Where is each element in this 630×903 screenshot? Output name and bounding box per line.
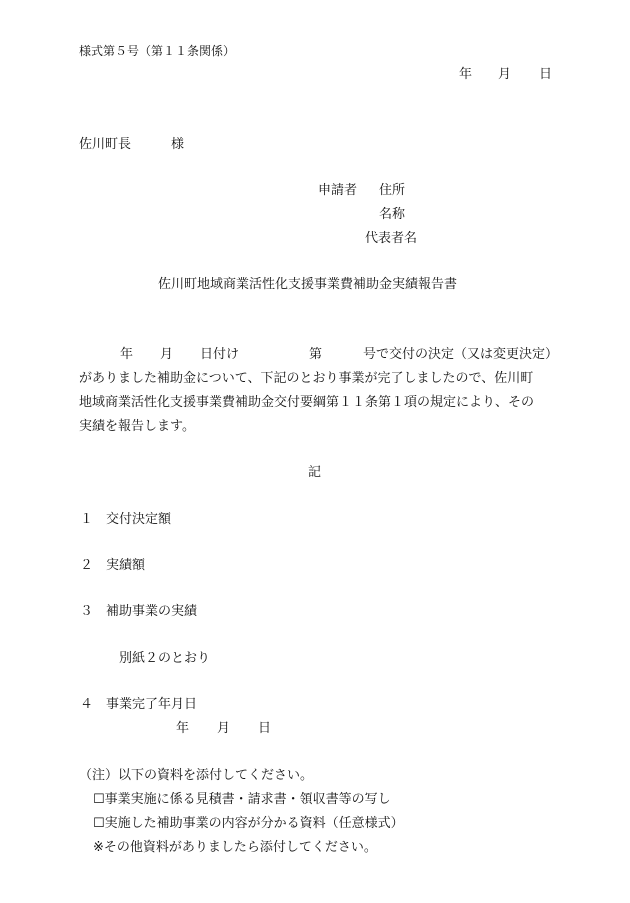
- body-line4: 実績を報告します。: [79, 419, 195, 434]
- notes-line-2: ☐実施した補助事業の内容が分かる資料（任意様式）: [93, 816, 404, 831]
- item-4-day: 日: [258, 721, 272, 736]
- body-line2: がありました補助金について、下記のとおり事業が完了しましたので、佐川町: [79, 371, 534, 386]
- applicant-name-label: 名称: [379, 207, 406, 222]
- item-4-year: 年: [176, 721, 190, 736]
- addressee-name: 佐川町長: [79, 137, 132, 152]
- item-4-label: 事業完了年月日: [106, 697, 198, 712]
- applicant-representative-label: 代表者名: [365, 231, 418, 246]
- notes-line-3: ※その他資料がありましたら添付してください。: [93, 840, 377, 855]
- addressee-honorific: 様: [171, 137, 185, 152]
- item-1-number: １: [80, 512, 94, 527]
- item-4-month: 月: [217, 721, 231, 736]
- notes-line-1: ☐事業実施に係る見積書・請求書・領収書等の写し: [93, 792, 391, 807]
- applicant-label: 申請者: [318, 183, 358, 198]
- body-line3: 地域商業活性化支援事業費補助金交付要綱第１１条第１項の規定により、その: [79, 395, 535, 410]
- item-3-detail: 別紙２のとおり: [119, 651, 211, 666]
- item-4-number: ４: [80, 697, 94, 712]
- date-month: 月: [498, 67, 512, 82]
- item-2-number: ２: [80, 558, 94, 573]
- body-month: 月: [160, 347, 174, 362]
- body-number-prefix: 第: [309, 347, 323, 362]
- notes-header: （注）以下の資料を添付してください。: [79, 768, 314, 783]
- item-3-label: 補助事業の実績: [106, 604, 198, 619]
- item-2-label: 実績額: [106, 558, 146, 573]
- body-year: 年: [120, 347, 134, 362]
- date-day: 日: [539, 67, 553, 82]
- body-line1-rest: 号で交付の決定（又は変更決定）: [363, 347, 559, 362]
- item-3-number: ３: [80, 604, 94, 619]
- ki-label: 記: [308, 465, 322, 480]
- date-year: 年: [459, 67, 473, 82]
- document-title: 佐川町地域商業活性化支援事業費補助金実績報告書: [158, 277, 458, 292]
- form-label: 様式第５号（第１１条関係）: [79, 44, 236, 58]
- item-1-label: 交付決定額: [106, 512, 172, 527]
- body-dated: 日付け: [200, 347, 240, 362]
- applicant-address-label: 住所: [379, 183, 406, 198]
